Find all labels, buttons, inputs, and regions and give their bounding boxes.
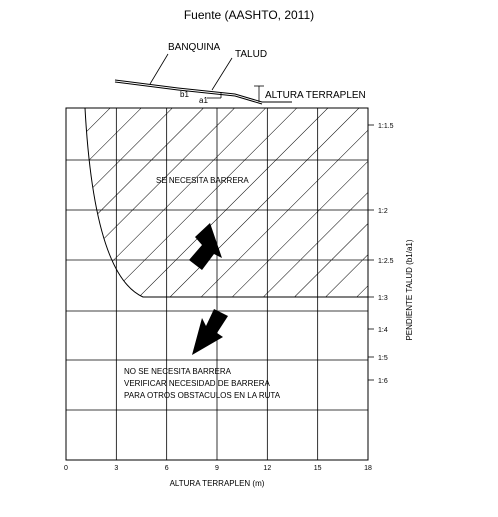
no-barrier-label-line-1: NO SE NECESITA BARRERA: [124, 367, 231, 376]
x-tick-label: 15: [313, 465, 322, 472]
x-tick-label: 9: [215, 465, 219, 472]
y-tick-label: 1:3: [378, 295, 388, 302]
b1-label: b1: [180, 90, 189, 99]
barrier-region-label: SE NECESITA BARRERA: [156, 176, 249, 185]
x-tick-label: 6: [164, 465, 169, 472]
banquina-leader: [150, 54, 168, 84]
y-tick-label: 1:5: [378, 355, 388, 362]
y-tick-label: 1:1.5: [378, 123, 394, 130]
design-chart: [64, 108, 414, 488]
no-barrier-label-line-2: VERIFICAR NECESIDAD DE BARRERA: [124, 379, 270, 388]
x-tick-label: 18: [364, 465, 372, 472]
talud-leader: [212, 58, 232, 90]
embankment-sketch: [115, 42, 366, 105]
y-axis-label: PENDIENTE TALUD (b1/a1): [405, 239, 414, 341]
y-tick-label: 1:4: [378, 327, 388, 334]
x-tick-label: 3: [114, 465, 119, 472]
y-tick-label: 1:2.5: [378, 258, 394, 265]
y-axis-ticks: [368, 123, 394, 385]
x-tick-label: 12: [263, 465, 272, 472]
arrow-down-icon: [192, 309, 228, 355]
y-tick-label: 1:2: [378, 208, 388, 215]
altura-label: ALTURA TERRAPLEN: [265, 90, 366, 101]
y-tick-label: 1:6: [378, 378, 388, 385]
no-barrier-label-line-3: PARA OTROS OBSTACULOS EN LA RUTA: [124, 391, 281, 400]
x-axis-label: ALTURA TERRAPLEN (m): [169, 479, 265, 488]
x-axis-ticks: [64, 465, 372, 472]
talud-label: TALUD: [235, 49, 268, 60]
x-tick-label: 0: [64, 465, 68, 472]
a1-label: a1: [199, 96, 208, 105]
barrier-warrant-region: [85, 108, 368, 297]
figure-caption: Fuente (AASHTO, 2011): [183, 8, 315, 22]
banquina-label: BANQUINA: [168, 42, 221, 53]
